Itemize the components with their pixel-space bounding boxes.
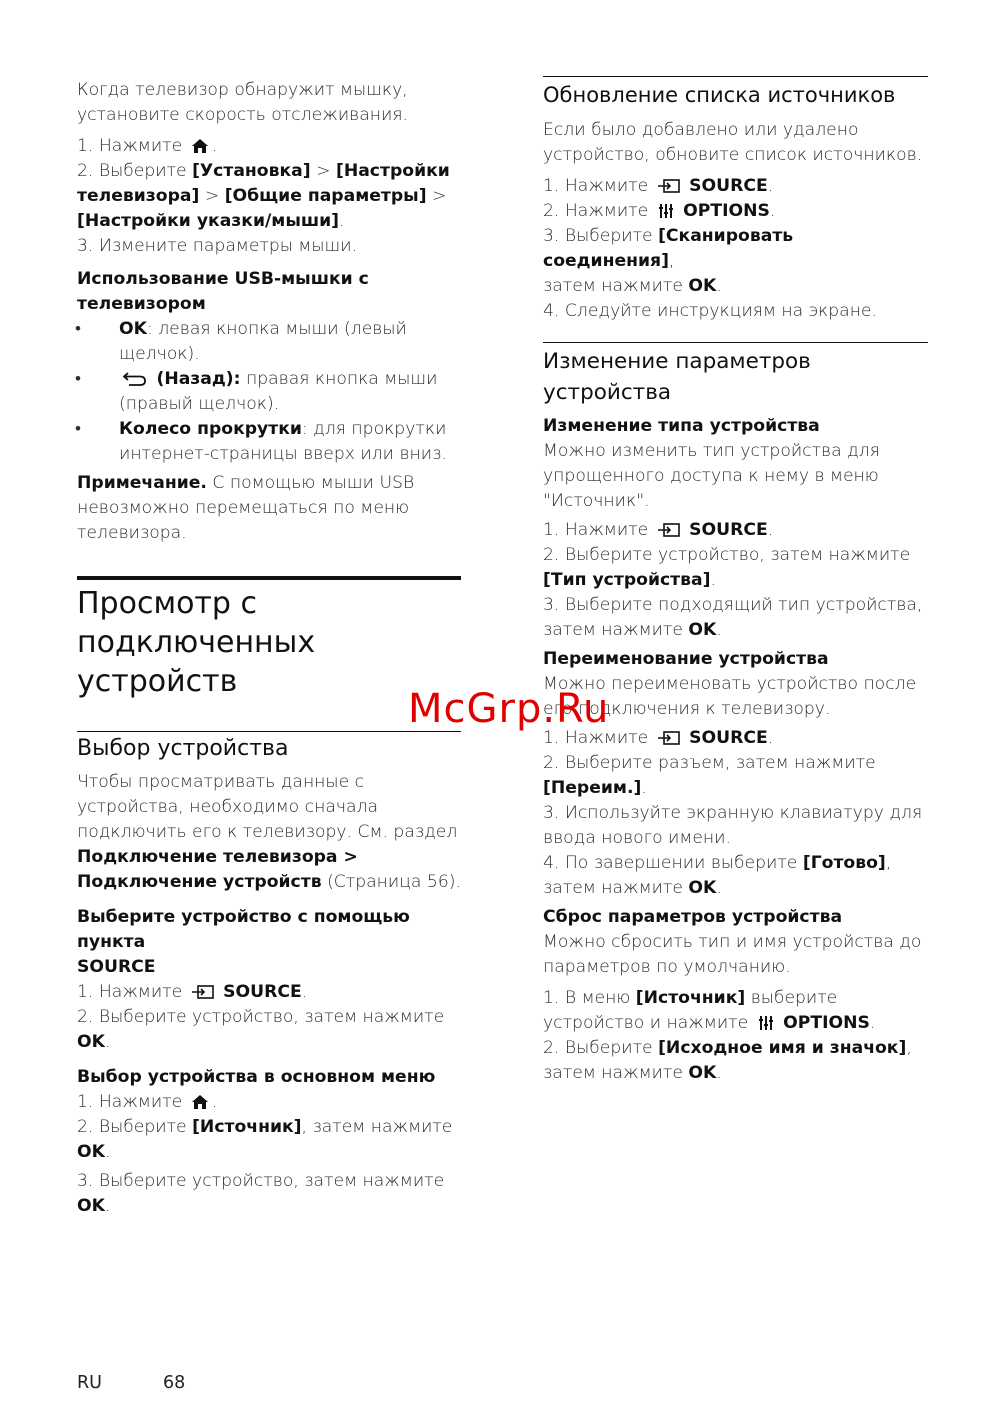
bullet-scroll: • Колесо прокрутки: для прокрутки интернет-страницы вверх или вниз. xyxy=(75,419,447,464)
select-device-heading: Выбор устройства xyxy=(77,736,289,761)
source-step-1: 1. Нажмите SOURCE. xyxy=(77,982,308,1002)
menu-step-3: 3. Выберите устройство, затем нажмите OK. xyxy=(77,1171,445,1216)
type-step-1: 1. Нажмите SOURCE. xyxy=(543,520,774,540)
menu-step-1: 1. Нажмите . xyxy=(77,1092,218,1112)
bullet-ok: • OK: левая кнопка мыши (левый щелчок). xyxy=(75,319,407,364)
footer-lang: RU xyxy=(77,1373,102,1393)
change-heading: Изменение параметров устройства xyxy=(543,349,811,405)
note: Примечание. С помощью мыши USB невозможно перемещаться по меню телевизора. xyxy=(77,473,415,543)
source-icon xyxy=(658,179,680,193)
update-step-1: 1. Нажмите SOURCE. xyxy=(543,176,774,196)
mouse-step-3: 3. Измените параметры мыши. xyxy=(77,236,358,256)
usb-mouse-title: Использование USB-мышки с телевизором xyxy=(77,269,369,314)
rename-step-4: 4. По завершении выберите [Готово], затем нажмите OK. xyxy=(543,853,892,898)
footer-page-number: 68 xyxy=(163,1373,186,1393)
home-icon xyxy=(192,1095,208,1109)
update-heading: Обновление списка источников xyxy=(543,83,896,107)
back-arrow-icon xyxy=(123,372,147,386)
rename-title: Переименование устройства xyxy=(543,649,829,669)
update-step-2: 2. Нажмите OPTIONS. xyxy=(543,201,776,221)
source-icon xyxy=(658,523,680,537)
source-icon xyxy=(658,731,680,745)
mouse-step-2: 2. Выберите [Установка] > [Настройки телевизора] > [Общие параметры] > [Настройки указки/мыши]. xyxy=(77,161,450,231)
bullet-back: • (Назад): правая кнопка мыши (правый щелчок). xyxy=(75,369,438,414)
intro-line-2: установите скорость отслеживания. xyxy=(77,105,408,125)
source-icon xyxy=(192,985,214,999)
options-icon xyxy=(758,1016,774,1030)
rename-intro: Можно переименовать устройство после его подключения к телевизору. xyxy=(543,674,917,719)
mouse-step-1: 1. Нажмите . xyxy=(77,136,218,156)
watermark: McGrp.Ru xyxy=(408,686,610,732)
update-step-4: 4. Следуйте инструкциям на экране. xyxy=(543,301,877,321)
home-icon xyxy=(192,139,208,153)
reset-step-1: 1. В меню [Источник] выберите устройство и нажмите OPTIONS. xyxy=(543,988,876,1033)
source-step-2: 2. Выберите устройство, затем нажмите OK. xyxy=(77,1007,445,1052)
type-intro: Можно изменить тип устройства для упрощенного доступа к нему в меню "Источник". xyxy=(543,441,880,511)
type-step-2: 2. Выберите устройство, затем нажмите [Тип устройства]. xyxy=(543,545,911,590)
options-icon xyxy=(658,204,674,218)
section-title: Просмотр с подключенных устройств xyxy=(77,586,316,699)
source-title: Выберите устройство с помощью пункта SOURCE xyxy=(77,907,410,977)
type-title: Изменение типа устройства xyxy=(543,416,820,436)
reset-step-2: 2. Выберите [Исходное имя и значок], затем нажмите OK. xyxy=(543,1038,912,1083)
intro-line-1: Когда телевизор обнаружит мышку, xyxy=(77,80,408,100)
rename-step-3: 3. Используйте экранную клавиатуру для ввода нового имени. xyxy=(543,803,923,848)
reset-title: Сброс параметров устройства xyxy=(543,907,843,927)
type-step-3: 3. Выберите подходящий тип устройства, затем нажмите OK. xyxy=(543,595,923,640)
reset-intro: Можно сбросить тип и имя устройства до параметров по умолчанию. xyxy=(543,932,922,977)
main-menu-title: Выбор устройства в основном меню xyxy=(77,1067,436,1087)
select-intro: Чтобы просматривать данные с устройства, необходимо сначала подключить его к телевизору. См. раздел Подключение телевизора > Подключение устройств (Страница 56). xyxy=(77,772,461,892)
rename-step-1: 1. Нажмите SOURCE. xyxy=(543,728,774,748)
update-step-3: 3. Выберите [Сканировать соединения], затем нажмите OK. xyxy=(543,226,794,296)
right-column xyxy=(543,76,928,1086)
update-intro: Если было добавлено или удалено устройство, обновите список источников. xyxy=(543,120,923,165)
left-column xyxy=(77,78,467,1219)
menu-step-2: 2. Выберите [Источник], затем нажмите OK. xyxy=(77,1117,453,1162)
rename-step-2: 2. Выберите разъем, затем нажмите [Переим.]. xyxy=(543,753,876,798)
